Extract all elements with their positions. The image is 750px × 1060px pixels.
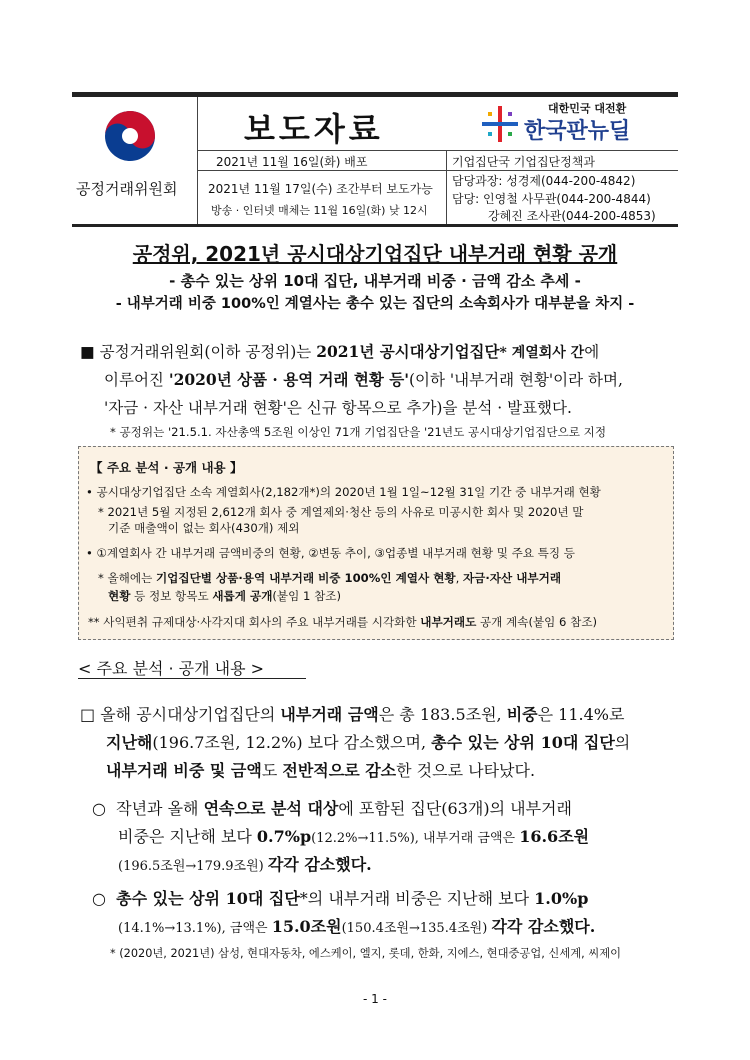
org-name: 공정거래위원회 [76, 180, 178, 198]
intro-line-2: 이루어진 '2020년 상품 · 용역 거래 현황 등'(이하 '내부거래 현황'이라 하며, [104, 370, 623, 389]
manager-contact: 담당과장: 성경제(044-200-4842) [452, 174, 636, 188]
item2-marker: ○ [92, 889, 106, 908]
headline-title: 공정위, 2021년 공시대상기업집단 내부거래 현황 공개 [132, 242, 618, 266]
item1-line-1: ○ 작년과 올해 연속으로 분석 대상에 포함된 집단(63개)의 내부거래 [92, 799, 572, 818]
embargo-main: 2021년 11월 17일(수) 조간부터 보도가능 [208, 182, 433, 196]
intro-line-3: '자금 · 자산 내부거래 현황'은 신규 항목으로 추가)을 분석 · 발표했다. [104, 399, 572, 417]
box-bullet-2: • ①계열회사 간 내부거래 금액비중의 현황, ②변동 추이, ③업종별 내부거래 현황 및 주요 특징 등 [86, 546, 575, 560]
item2-line-1: ○ 총수 있는 상위 10대 집단*의 내부거래 비중은 지난해 보다 1.0%p [92, 889, 589, 908]
header-row-rule-2 [197, 170, 446, 171]
box-bullet-1-note-2: 기준 매출액이 없는 회사(430개) 제외 [108, 521, 300, 535]
item1-line-2: 비중은 지난해 보다 0.7%p(12.2%→11.5%), 내부거래 금액은 16.6조원 [118, 827, 590, 846]
intro-line-1: ■ 공정거래위원회(이하 공정위)는 2021년 공시대상기업집단* 계열회사 간에 [80, 342, 600, 361]
press-title: 보도자료 [244, 110, 384, 148]
box-bullet-2-note-1: * 올해에는 기업집단별 상품·용역 내부거래 비중 100%인 계열사 현황, 자금·자산 내부거래 [98, 571, 562, 585]
intro-marker: ■ [80, 343, 95, 361]
header-divider-left [197, 97, 198, 224]
headline-subtitle-2: - 내부거래 비중 100%인 계열사는 총수 있는 집단의 소속회사가 대부분을 차지 - [115, 296, 635, 312]
newdeal-title: 한국판뉴딜 [524, 119, 631, 144]
main-line-2: 지난해(196.7조원, 12.2%) 보다 감소했으며, 총수 있는 상위 10대 집단의 [106, 733, 631, 752]
box-bullet-2-note-2: 현황 등 정보 항목도 새롭게 공개(붙임 1 참조) [108, 589, 341, 603]
main-line-1: □ 올해 공시대상기업집단의 내부거래 금액은 총 183.5조원, 비중은 11.4%로 [80, 705, 625, 724]
section-title: < 주요 분석 · 공개 내용 > [78, 659, 265, 678]
box-heading: 【 주요 분석 · 공개 내용 】 [90, 460, 243, 475]
staff-contact-2: 강혜진 조사관(044-200-4853) [488, 209, 656, 223]
box-bullet-3: ** 사익편취 규제대상·사각지대 회사의 주요 내부거래를 시각화한 내부거래도 공개 계속(붙임 6 참조) [88, 615, 598, 629]
main-line-3: 내부거래 비중 및 금액도 전반적으로 감소한 것으로 나타났다. [106, 761, 536, 780]
embargo-sub: 방송 · 인터넷 매체는 11월 16일(화) 낮 12시 [211, 204, 428, 217]
header-bottom-rule [72, 224, 678, 227]
page-number: - 1 - [363, 992, 387, 1006]
item1-line-3: (196.5조원→179.9조원) 각각 감소했다. [118, 855, 372, 874]
item2-footnote: * (2020년, 2021년) 삼성, 현대자동차, 에스케이, 엘지, 롯데, 한화, 지에스, 현대중공업, 신세계, 씨제이 [110, 947, 622, 960]
header-row-rule-3 [446, 170, 678, 171]
header-divider-right [446, 150, 447, 224]
newdeal-logo-icon [480, 104, 520, 144]
header-row-rule [197, 150, 678, 151]
distribution-date: 2021년 11월 16일(화) 배포 [216, 155, 368, 169]
headline-subtitle-1: - 총수 있는 상위 10대 집단, 내부거래 비중 · 금액 감소 추세 - [169, 272, 581, 290]
header-top-rule [72, 92, 678, 97]
staff-contact-1: 담당: 인영철 사무관(044-200-4844) [452, 192, 651, 206]
item2-line-2: (14.1%→13.1%), 금액은 15.0조원(150.4조원→135.4조원) 각각 감소했다. [118, 917, 596, 936]
ftc-emblem-icon [104, 110, 156, 162]
section-title-underline [78, 678, 306, 679]
box-bullet-1: • 공시대상기업집단 소속 계열회사(2,182개*)의 2020년 1월 1일~12월 31일 기간 중 내부거래 현황 [86, 485, 601, 499]
newdeal-caption: 대한민국 대전환 [548, 102, 627, 115]
item1-marker: ○ [92, 799, 106, 818]
main-marker: □ [80, 705, 96, 724]
department: 기업집단국 기업집단정책과 [452, 155, 595, 169]
intro-footnote: * 공정위는 '21.5.1. 자산총액 5조원 이상인 71개 기업집단을 '21년도 공시대상기업집단으로 지정 [110, 425, 607, 439]
box-bullet-1-note-1: * 2021년 5월 지정된 2,612개 회사 중 계열제외·청산 등의 사유로 미공시한 회사 및 2020년 말 [98, 505, 584, 519]
